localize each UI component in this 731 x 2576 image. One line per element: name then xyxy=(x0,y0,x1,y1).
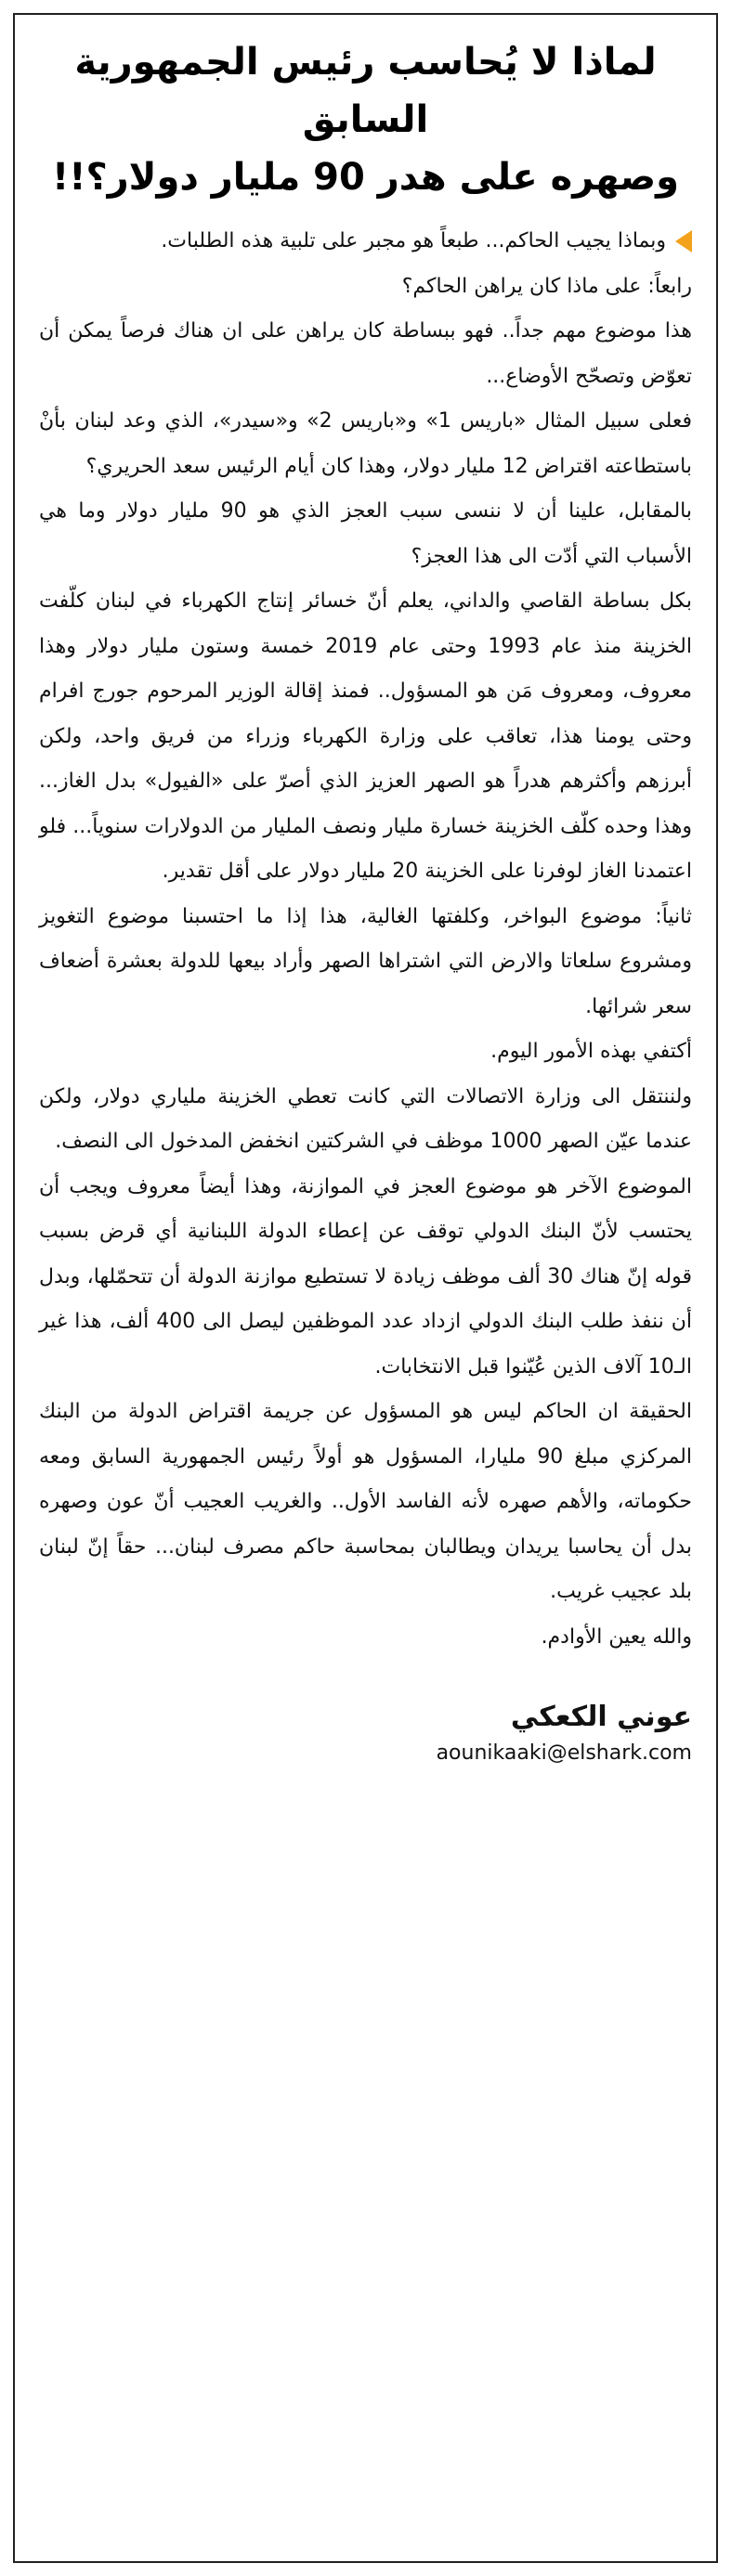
paragraph: الموضوع الآخر هو موضوع العجز في الموازنة، وهذا أيضاً معروف ويجب أن يحتسب لأنّ البنك الدولي توقف عن إعطاء الدولة اللبنانية أي قرض بسبب قوله إنّ هناك 30 ألف موظف زيادة لا تستطيع موازنة الدولة أن تتحمّلها، وبدل أن ننفذ طلب البنك الدولي ازداد عدد الموظفين ليصل الى 400 ألف، هذا غير الـ10 آلاف الذين عُيّنوا قبل الانتخابات. xyxy=(39,1174,692,1379)
paragraph-text: وبماذا يجيب الحاكم... طبعاً هو مجبر على تلبية هذه الطلبات. xyxy=(161,229,666,252)
paragraph: ولننتقل الى وزارة الاتصالات التي كانت تعطي الخزينة ملياري دولار، ولكن عندما عيّن الصهر 1000 موظف في الشركتين انخفض المدخول الى النصف. xyxy=(39,1084,692,1153)
author-email: aounikaaki@elshark.com xyxy=(436,1741,692,1765)
paragraph: والله يعين الأوادم. xyxy=(541,1625,692,1649)
headline xyxy=(32,33,699,206)
paragraph: بالمقابل، علينا أن لا ننسى سبب العجز الذي هو 90 مليار دولار وما هي الأسباب التي أدّت الى هذا العجز؟ xyxy=(39,499,692,568)
paragraph: فعلى سبيل المثال «باريس 1» و«باريس 2» و«سيدر»، الذي وعد لبنان بأنْ باستطاعته اقتراض 12 مليار دولار، وهذا كان أيام الرئيس سعد الحريري؟ xyxy=(39,409,692,478)
paragraph: هذا موضوع مهم جداً.. فهو ببساطة كان يراهن على ان هناك فرصاً يمكن أن تعوّض وتصحّح الأوضاع... xyxy=(39,319,692,388)
paragraph: بكل بساطة القاصي والداني، يعلم أنّ خسائر إنتاج الكهرباء في لبنان كلّفت الخزينة منذ عام 1993 وحتى عام 2019 خمسة وستون مليار دولار وهذا معروف، ومعروف مَن هو المسؤول.. فمنذ إقالة الوزير المرحوم جورج افرام وحتى يومنا هذا، تعاقب على وزارة الكهرباء وزراء من فريق واحد، ولكن أبرزهم وأكثرهم هدراً هو الصهر العزيز الذي أصرّ على «الفيول» بدل الغاز... وهذا وحده كلّف الخزينة خسارة مليار ونصف المليار من الدولارات سنوياً... فلو اعتمدنا الغاز لوفرنا على الخزينة 20 مليار دولار على أقل تقدير. xyxy=(39,589,692,883)
signature-block xyxy=(39,1697,692,1769)
paragraph: أكتفي بهذه الأمور اليوم. xyxy=(490,1040,692,1063)
paragraph-intro xyxy=(39,219,692,265)
headline-line-1: لماذا لا يُحاسب رئيس الجمهورية السابق xyxy=(74,41,657,141)
paragraph: ثانياً: موضوع البواخر، وكلفتها الغالية، هذا إذا ما احتسبنا موضوع التغويز ومشروع سلعاتا والارض التي اشتراها الصهر وأراد بيعها للدولة بعشرة أضعاف سعر شرائها. xyxy=(39,904,692,1018)
paragraph: الحقيقة ان الحاكم ليس هو المسؤول عن جريمة اقتراض الدولة من البنك المركزي مبلغ 90 مليارا، المسؤول هو أولاً رئيس الجمهورية السابق ومعه حكوماته، والأهم صهره لأنه الفاسد الأول.. والغريب العجيب أنّ عون وصهره بدل أن يحاسبا يريدان ويطالبان بمحاسبة حاكم مصرف لبنان... حقاً إنّ لبنان بلد عجيب غريب. xyxy=(39,1400,692,1603)
headline-line-2: وصهره على هدر 90 مليار دولار؟!! xyxy=(51,156,680,199)
paragraph: رابعاً: على ماذا كان يراهن الحاكم؟ xyxy=(401,274,692,298)
author-name: عوني الكعكي xyxy=(510,1701,692,1733)
article-frame xyxy=(13,13,718,2563)
orange-arrow-icon xyxy=(675,230,692,252)
article-body xyxy=(39,219,692,1660)
